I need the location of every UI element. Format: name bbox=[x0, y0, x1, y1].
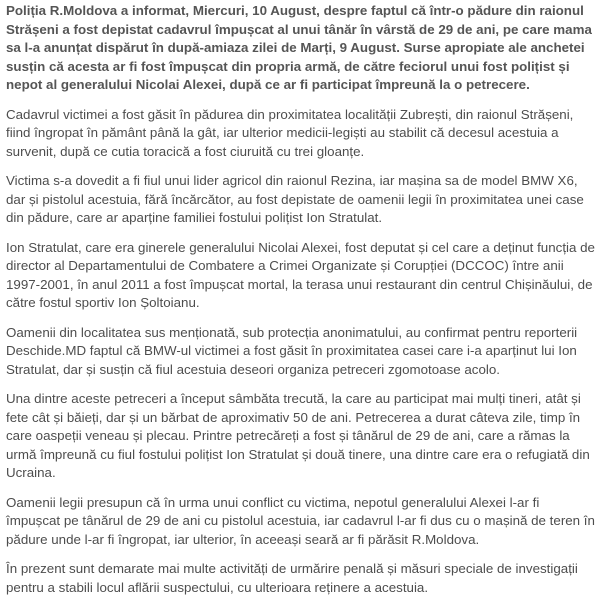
article-paragraph: Oamenii din localitatea sus menționată, sub protecția anonimatului, au confirmat pentru reporterii Deschide.MD faptul că BMW-ul victimei a fost găsit în proximitatea casei care i-a aparținut lui Ion Stratulat, dar și susțin că fiul acestuia deseori organiza petreceri zgomotoase acolo. bbox=[6, 324, 578, 377]
article-paragraph: Cadavrul victimei a fost găsit în pădurea din proximitatea localității Zubrești, din raionul Strășeni, fiind îngropat în pământ până la gât, iar ulterior medicii-legiști au stabilit că decesul acestuia a survenit, după ce cutia toracică a fost ciuruită cu trei gloanțe. bbox=[6, 106, 574, 159]
lead-paragraph: Poliția R.Moldova a informat, Miercuri, 10 August, despre faptul că într-o pădure din raionul Strășeni a fost depistat cadavrul împușcat al unui tânăr în vârstă de 29 de ani, pe care mama sa l-a anunțat dispărut în după-amiaza zilei de Marți, 9 August. Surse apropiate ale anchetei susțin că acesta ar fi fost împușcat din propria armă, de către feciorul unui fost polițist și nepot al generalului Nicolai Alexei, după ce ar fi participat împreună la o petrecere. bbox=[6, 3, 592, 92]
article-paragraph: Ion Stratulat, care era ginerele generalului Nicolai Alexei, fost deputat și cel care a deținut funcția de director al Departamentului de Combatere a Crimei Organizate și Corupției (DCCOC) între anii 1997-2001, în anul 2011 a fost împușcat mortal, la terasa unui restaurant din centrul Chișinăului, de către fostul sportiv Ion Șoltoianu. bbox=[6, 239, 595, 310]
article-paragraph: În prezent sunt demarate mai multe activități de urmărire penală și măsuri speciale de investigații pentru a stabili locul aflării suspectului, cu ulterioara reținere a acestuia. bbox=[6, 561, 578, 595]
article-paragraph: Victima s-a dovedit a fi fiul unui lider agricol din raionul Rezina, iar mașina sa de model BMW X6, dar și pistolul acestuia, fără încărcător, au fost depistate de oamenii legii în proximitatea unei case din pădure, care ar aparține familiei fostului polițist Ion Stratulat. bbox=[6, 173, 584, 225]
article-paragraph: Oamenii legii presupun că în urma unui conflict cu victima, nepotul generalului Alexei l-ar fi împușcat pe tânărul de 29 de ani cu pistolul acestuia, iar cadavrul l-ar fi dus cu o mașină de teren în pădure unde l-ar fi îngropat, iar ulterior, în aceeași seară ar fi părăsit R.Moldova. bbox=[6, 494, 595, 547]
article-body bbox=[6, 2, 596, 608]
article-paragraph: Una dintre aceste petreceri a început sâmbăta trecută, la care au participat mai mulți tineri, atât și fete cât și băieți, dar și un bărbat de aproximativ 50 de ani. Petrecerea a durat câteva zile, timp în care oaspeții veneau și plecau. Printre petrecăreți a fost și tânărul de 29 de ani, care a rămas la urmă împreună cu fiul fostului polițist Ion Stratulat și două tinere, una dintre care era o refugiată din Ucraina. bbox=[6, 391, 590, 480]
